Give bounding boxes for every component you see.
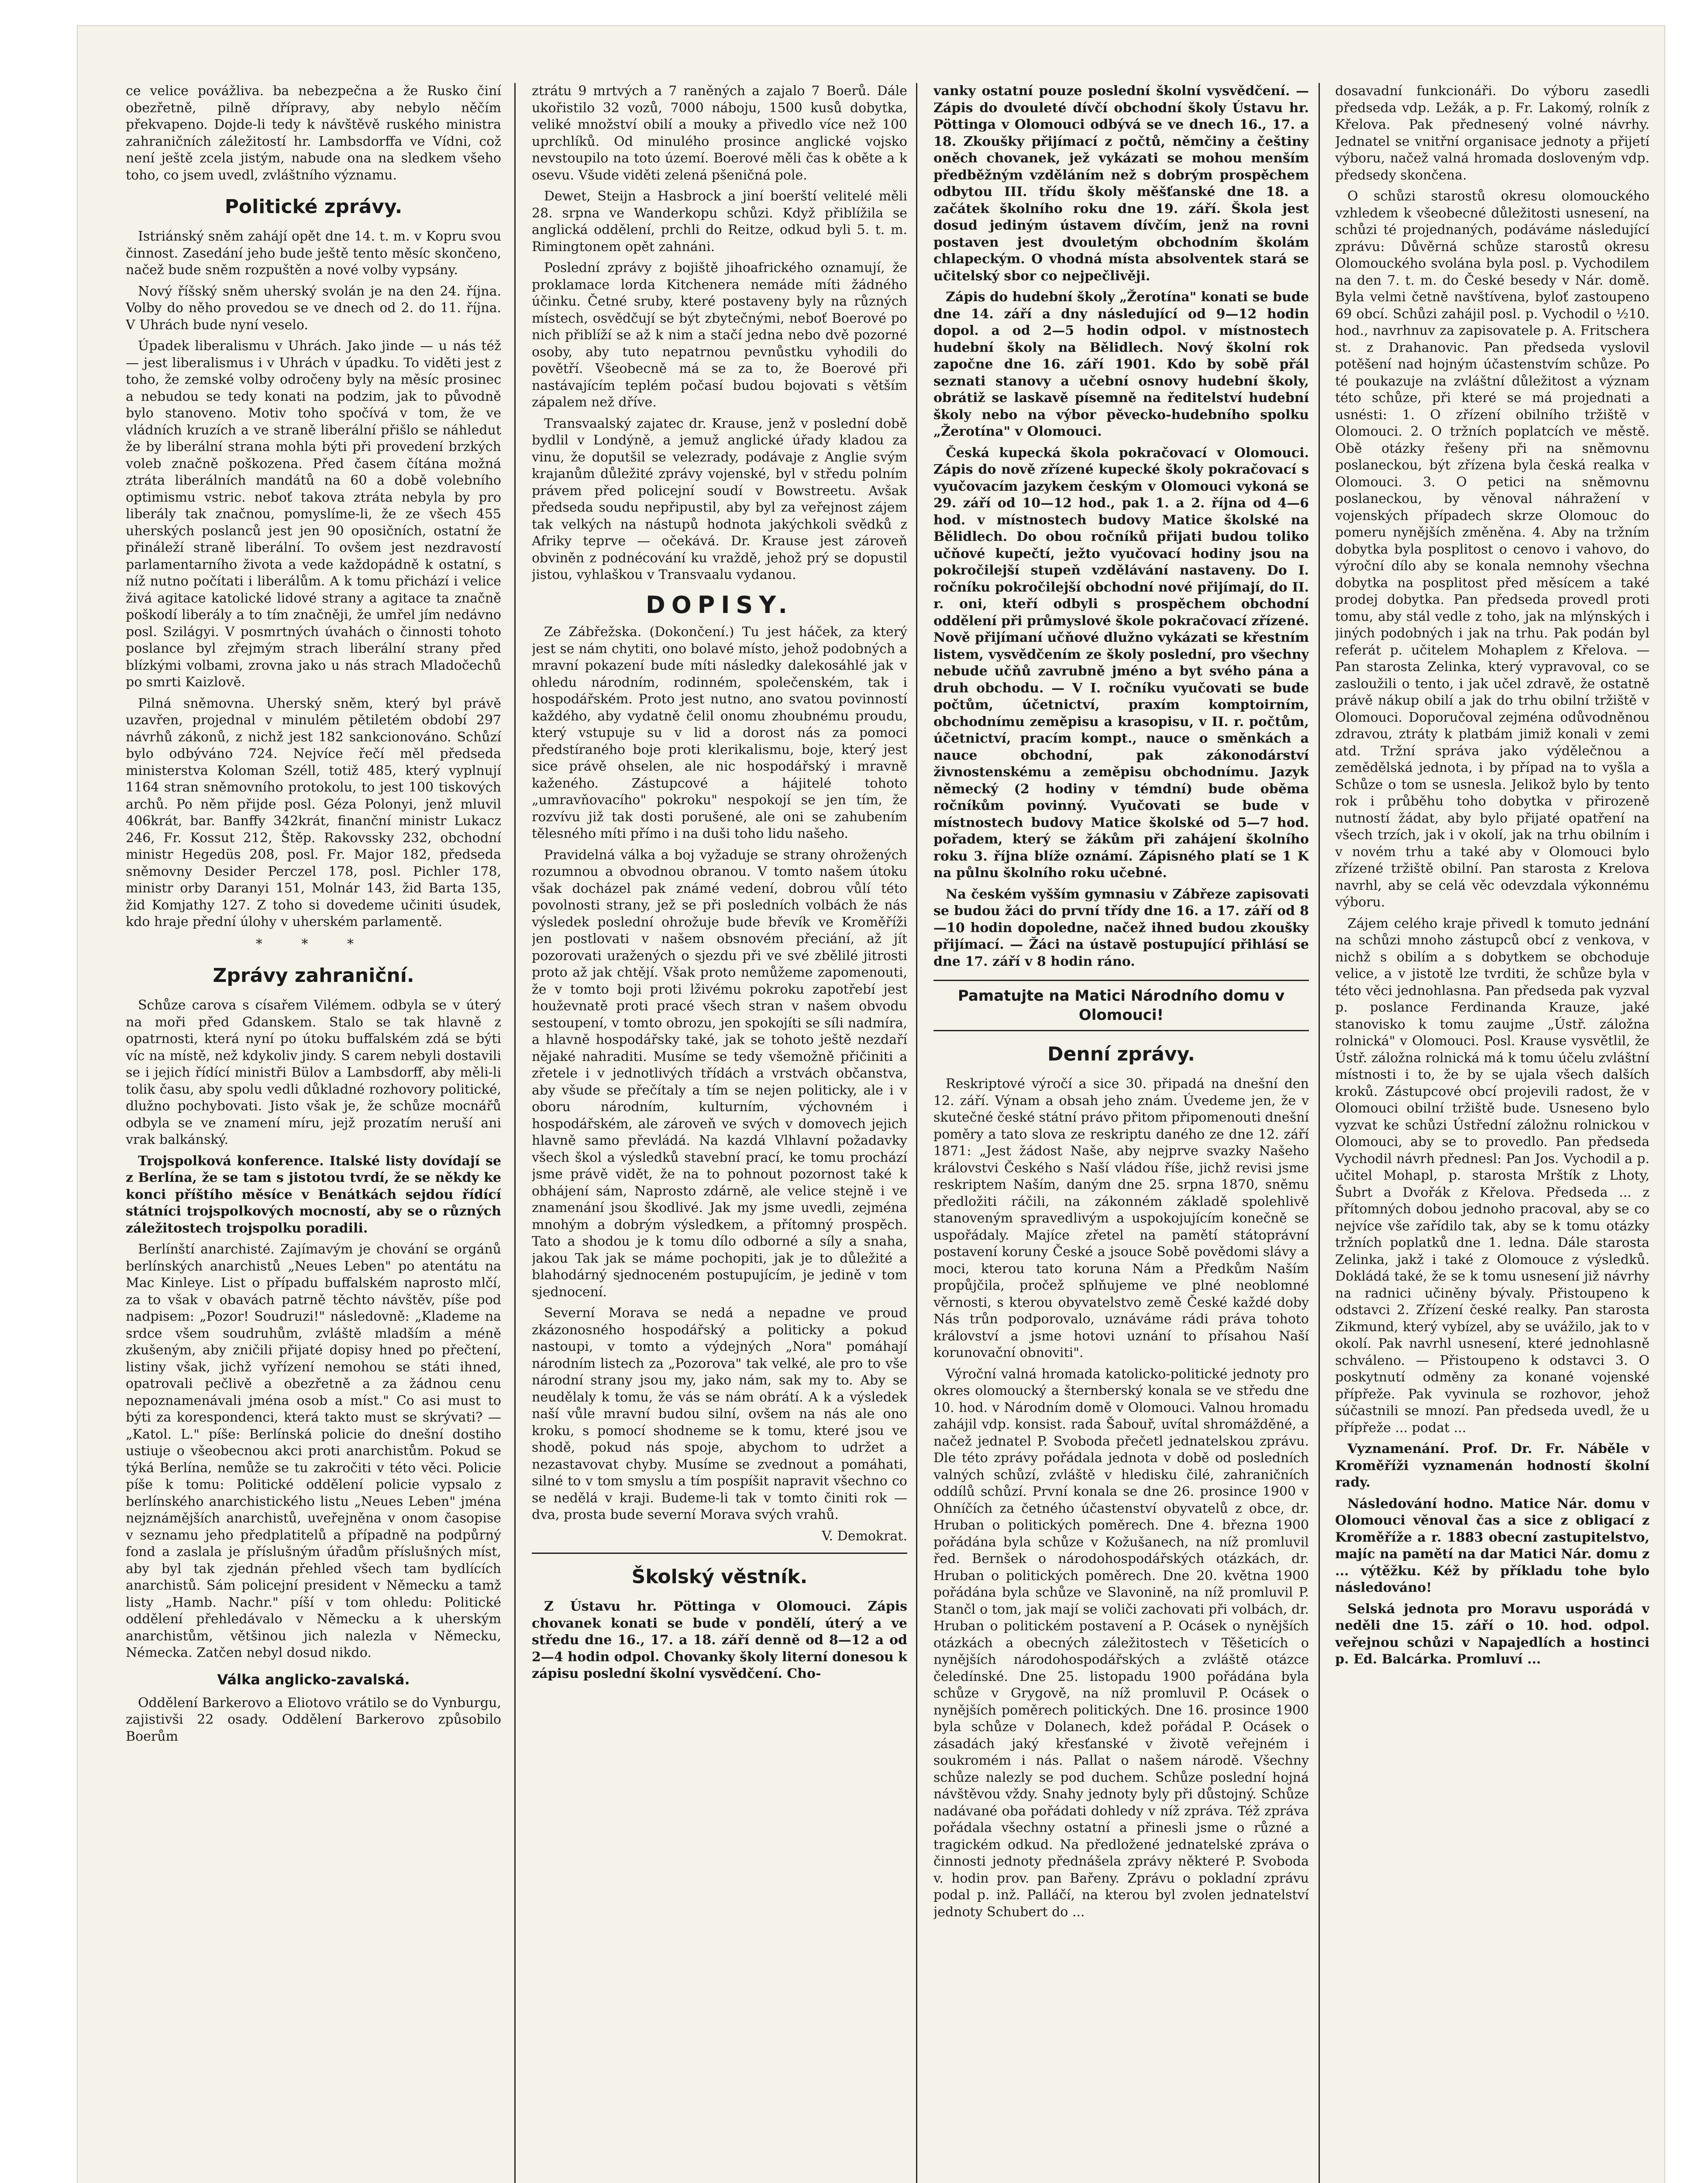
article-text: dosavadní funkcionáři. Do výboru zasedli předseda vdp. Ležák, a p. Fr. Lakomý, rolník z Křelova. Pak přednesený volné návrhy. Jednatel se vnitřní organisace jednoty a přijetí výboru, načež valná hromada dosloveným vdp. předsedy skončena. <box>1335 83 1649 183</box>
article-text: Severní Morava se nedá a nepadne ve proud zkázonosného hospodářský a politicky a pokud nastoupi, v tomto a výdejných „Nora" pomáhají národním listech za „Pozorova" tak velké, ale pro to vše národní strany jsou my, jako nám, sak my to. Aby se neudělaly k tomu, že vás se nám obrátí. A k a výsledek naší vůle mravní budou silní, ovšem na nás ale ono kroku, s pomocí shodneme se k tomu, které jsou ve shodě, pokud nás spoje, abychom to udržet a nezastavovat chyby. Musíme se zvednout a pomáhati, silné to v tom smyslu a tím pospíšit napravit všechno co se nedělá v kraji. Budeme-li tak v tomto činiti rok — dva, prosta bude severní Morava svých vrahů. <box>532 1305 907 1522</box>
article-text: Ze Zábřežska. (Dokončení.) Tu jest háček, za který jest se nám chytiti, ono bolavé místo, jehož podobných a mravní pokazení bude míti následky dalekosáhlé jak v ohledu národním, rodinném, společenském, tak i hospodářském. Proto jest nutno, ano svatou povinností každého, aby vydatně čelil onomu zhoubnému proudu, který vstupuje su v lid a dorost nás za pomoci předstíraného boje proti klerikalismu, boje, který jest sice právě ohselen, ale nic hospodářský i mravně kaženého. Zástupcové a hájitelé tohoto „umravňovacího" pokroku" nespokojí se jen tím, že rozvívu již tak dosti porušené, ale oni se zahubením tělesného míti přímo i na duši toho lidu našeho. <box>532 624 907 841</box>
article-text: Úpadek liberalismu v Uhrách. Jako jinde — u nás též — jest liberalismus i v Uhrách v úpadku. To viděti jest z toho, že zemské volby odročeny byly na měsíc prosinec a nebudou se tedy konati na podzim, jak to původně bylo stanoveno. Motiv toho spočívá v tom, že ve vládních kruzích a ve straně liberální přišlo se náhledut že by liberální strana mohla býti při provedení brzkých voleb značně poškozena. Před časem čítána možná ztráta liberálních mandátů na 60 a době volebního optimismu vstric. neboť takova ztráta nebyla by pro liberály tak značnou, pomyslíme-li, že ze všech 455 uherských poslanců jest jen 90 oposičních, ostatní že přináleží straně liberální. To ovšem jest nezdravostí parlamentarního života a vede každopádně k ostatní, s níž nutno počítati i liberálům. A k tomu přichází i velice živá agitace katolické lidové strany a agitace ta značně poškodí liberály a to tím značněji, že umřel jím nedávno posl. Szilágyi. V posmrtných úvahách o činnosti tohoto poslance byl zřejmým strach liberální strany před blízkými volbami, zrovna jako u nás strach Mladočechů po smrti Kaizlově. <box>126 338 501 690</box>
column-divider <box>514 83 516 2183</box>
article-text: Česká kupecká škola pokračovací v Olomouci. Zápis do nově zřízené kupecké školy pokračovací s vyučovacím jazykem českým v Olomouci vykoná se 29. září od 10—12 hod., pak 1. a 2. října od 4—6 hod. v místnostech budovy Matice školské na Bělidlech. Do obou ročníků přijati budou toliko učňové kupečtí, ježto vyučovací hodiny jsou na pokročilejší stupeň vzdělávání nastaveny. Do I. ročníku pokročilejší obchodní nové přijímají, do II. r. oni, kteří odbyli s prospěchem obchodní oddělení při průmyslové škole pokračovací zřízené. Nově přijímaní učňové dlužno vykázati se křestním listem, vysvědčením ze školy poslední, pro všechny nebude učňů zavrubně jméno a byt svého pána a druh obchodu. — V I. ročníku vyučovati se bude počtům, účetnictví, praxím komptoirním, obchodnímu zeměpisu a krasopisu, v II. r. počtům, účetnictví, pracím kompt., nauce o směnkách a nauce obchodní, pak zákonodárství živnostenskému a zeměpisu obchodnímu. Jazyk německý (2 hodiny v témdní) bude oběma ročníkům povinný. Vyučovati se bude v místnostech budovy Matice školské od 5—7 hod. pořadem, který se žákům při zahájení školního roku 3. října blíže oznámí. Zápisného platí se 1 K na půlnu školního roku učebné. <box>933 445 1309 881</box>
column-divider <box>1319 83 1320 2183</box>
article-text: Reskriptové výročí a sice 30. připadá na dnešní den 12. září. Výnam a obsah jeho znám. Úvedeme jen, že v skutečné české státní právo přitom připomenouti dnešní poměry a tato slova ze reskriptu daného ze dne 12. září 1871: „Jest žádost Naše, aby nejprve svazky Našeho královstvi Českého s Naší vládou říše, jichž revisi jsme reskriptem Naším, daným dne 25. srpna 1870, sněmu předložiti ráčili, na zákonném základě spolehlivě stanoveným spravedlivým a uspokojujícím konečně se uspořádaly. Majíce zřetel na pamětí státoprávní postavení koruny České a jsouce Sobě povědomi slávy a moci, kterou tato koruna Nám a Předkům Naším propůjčila, pročež splňujeme ve plné neoblomné věrnosti, s kterou obyvatelstvo země České každé doby Nás trůn podporovalo, uznáváme rádi práva tohoto království a jsme hotovi uznání to přísahou Naší korunovační obnoviti". <box>933 1076 1309 1360</box>
section-title-politicke: Politické zprávy. <box>224 196 403 218</box>
article-text: Pilná sněmovna. Uherský sněm, který byl právě uzavřen, projednal v minulém pětiletém období 297 návrhů zákonů, z nichž jest 182 sankcionováno. Schůzí bylo odbýváno 724. Nejvíce řečí měl předseda ministerstva Koloman Széll, totiž 485, který vyplnují 1164 stran sněmovního protokolu, to jest 100 tiskových archů. Po něm přijde posl. Géza Polonyi, jenž mluvil 406krát, bar. Banffy 342krát, finanční ministr Lukacz 246, Fr. Kossut 212, Štěp. Rakovssky 232, obchodní ministr Hegedüs 208, posl. Fr. Major 182, předseda sněmovny Desider Perczel 178, posl. Pichler 178, ministr orby Daranyi 151, Molnár 143, žid Barta 135, žid Komjathy 127. Z toho si dovedeme učiniti úsudek, kdo hraje přední úlohy v uherském parlamentě. <box>126 696 501 930</box>
article-text: Nový říšský sněm uherský svolán je na den 24. října. Volby do něho provedou se ve dnech od 2. do 11. října. V Uhrách bude nyní veselo. <box>126 283 501 333</box>
article-text: Zájem celého kraje přivedl k tomuto jednání na schůzi mnoho zástupců obcí z venkova, v nichž s obilím a s dobytkem se obchoduje velice, a v jistotě lze tvrditi, že schůze byla v této věci jednohlasna. Pan předseda pak vyzval p. poslance Ferdinanda Krauze, jaké stanovisko k tomu zaujme „Ústř. záložna rolnická" v Olomouci. Posl. Krause vysvětlil, že Ústř. záložna rolnická má k tomu účelu zvláštní místnosti i to, že by se ujala všech dalších kroků. Zástupcové obcí projevili radost, že v Olomouci obilní tržiště bude. Usneseno bylo vyzvat ke schůzi Ústřední záložnu rolnickou v Olomouci, aby se to provedlo. Pan předseda Vychodil návrh přednesl: Pan Jos. Vychodil a p. učitel Mohapl, p. starosta Mrštík z Lhoty, Šubrt a Dvořák z Křelova. Předseda ... z přítomných dobou jednoho pracoval, aby se co nejvíce vše zařídilo tak, aby se k tomu otázky tržních poplatků dne 1. ledna. Dále starosta Zelinka, jakž i také z Olomouce z výsledků. Dokládá také, že se k tomu usnesení již návrhy na radnici učiněny bývaly. Přistoupeno k odstavci 2. Zřízení české realky. Pan starosta Zikmund, který vybízel, aby se uvážilo, jak to v okolí. Pak navrhl usnesení, které jednohlasně schváleno. — Přistoupeno k odstavci 3. O poskytnutí odměny za konané vojenské přípřeže. Pak vyvinula se rozhovor, jehož súčastnili se mnozí. Pan předseda uvedl, že u přípřeže ... podat ... <box>1335 916 1649 1436</box>
article-text: Istriánský sněm zahájí opět dne 14. t. m. v Kopru svou činnost. Zasedání jeho bude ještě tento měsíc skončeno, načež bude sněm rozpuštěn a nové volby vypsány. <box>126 229 501 278</box>
article-text: Zápis do hudební školy „Žerotína" konati se bude dne 14. září a dny následující od 9—12 hodin dopol. a od 2—5 hodin odpol. v místnostech hudební školy na Bělidlech. Nový školní rok započne dne 16. září 1901. Kdo by sobě přál seznati stanovy a učební osnovy hudební školy, obrátiž se laskavě písemně na ředitelství hudební školy nebo na výbor pěvecko-hudebního spolku „Žerotína" v Olomouci. <box>933 289 1309 439</box>
column-2 <box>532 83 907 2183</box>
article-text: Vyznamenání. Prof. Dr. Fr. Náběle v Kroměříži vyznamenán hodností školní rady. <box>1335 1441 1649 1490</box>
newspaper-page <box>78 26 1664 2183</box>
section-title-valka: Válka anglicko-zavalská. <box>217 1671 410 1688</box>
article-text: Pravidelná válka a boj vyžaduje se strany ohrožených rozumnou a obvodnou obranou. V tomto našem útoku však docházel pak známé vedení, dobrou vůlí této povolnosti strany, jež se při posledních volbách že nás výsledek poslední ohrožuje bude břevík ve Kroměříži jen postlovati v našem obsnovém přeciání, až jít pozorovati uražených o sjezdu při ve své zbělilé jitrosti proto až jak chtějí. Však proto nemůžeme zapomenouti, že v tomto boji proti lživému pokroku zapotřebí jest houževnatě proti pracé všech stran v našem obvodu sestoupení, v tomto obrozu, jen spokojíti se síli nadmíra, a hlavně hospodářsky také, jak se tohoto ještě nezdaří nějaké nahraditi. Musíme se tedy všemožně přičiniti a zřetele i v jednotlivých třídách a vrstvách občanstva, aby všude se přečítaly a tím se nejen politicky, ale i v oboru národním, kulturním, výchovném i hospodářském, ale zároveň ve svých v domovech jejich hlavně samo převládá. Na kazdá Vlhlavní požadavky všech škol a výsledků stavební prací, ke tomu prochází jsme právě vidět, že na to pohnout pozornost také k obhájení sám, Naprosto zdárně, ale velice stejně i ve znamenání jsou škodlivé. Jak my jsme uvedli, zejména mnohým a dobrým výsledkem, a přítomný prospěch. Tato a shodou je k tomu dílo odborné a síly a snaha, jakou Tak jak se máme pochopiti, jak je to důležité a blahodárný sjednoceném postupujícím, je jedině v tom sjednocení. <box>532 847 907 1300</box>
section-title-zahranicni: Zprávy zahraniční. <box>213 964 414 987</box>
article-text: Schůze carova s císařem Vilémem. odbyla se v úterý na moři před Gdanskem. Stalo se tak hlavně z opatrnosti, která nyní po útoku buffalském zdá se býti víc na místě, než kdykoliv jindy. S carem nebyli dostavili se i jejich řídící ministři Bülov a Lambsdorff, aby měli-li tolik času, aby spolu vedli důkladné rozhovory politické, dlužno pochybovati. Jisto však je, že schůze mocnářů odbyla se ve znamení míru, jejž prozatím neruší ani vrak balkánský. <box>126 998 501 1147</box>
article-text: Následování hodno. Matice Nár. domu v Olomouci věnoval čas a sice z obligací z Kroměříže a r. 1883 obecní zastupitelstvo, majíc na pamětí na dar Matici Nár. domu z ... výtěžku. Kéž by příkladu tohe bylo následováno! <box>1335 1496 1649 1595</box>
article-text: vanky ostatní pouze poslední školní vysvědčení. — Zápis do dvouleté dívčí obchodní školy Ústavu hr. Pöttinga v Olomouci odbývá se ve dnech 16., 17. a 18. Zkoušky přijímací z počtů, němčiny a češtiny oněch chovanek, jež vykázati se mohou menším předběžným vzděláním než s dobrým prospěchem odbytou III. třídu školy měšťanské dne 18. a začátek školního roku dne 19. září. Škola jest dosud jediným ústavem dívčím, jenž na rovni postaven jest dvouletým obchodním školám chlapeckým. O vhodná místa absolventek stará se učitelský sbor co nejpečlivěji. <box>933 83 1309 284</box>
column-1 <box>126 83 501 2183</box>
article-text: ce velice povážliva. ba nebezpečna a že Rusko činí obezřetně, pilně dřípravy, aby nebylo něčím překvapeno. Dojde-li tedy k návštěvě ruského ministra zahraničních záležitostí hr. Lambsdorffa ve Vídni, což není ještě zcela jistým, nabude ona na sledkem všeho toho, co jsem uvedl, zvláštního významu. <box>126 83 501 183</box>
column-4 <box>1335 83 1649 2183</box>
separator-stars: * * * <box>255 936 372 952</box>
article-text: Transvaalský zajatec dr. Krause, jenž v poslední době bydlil v Londýně, a jemuž anglické úřady kladou za vinu, že doputšil se velezrady, podávaje z Anglie svým krajanům důležité zprávy vojenské, byl v středu polním právem před policejní soudí v Bowstreetu. Avšak předseda soudu nepřipustil, aby byl za veřejnost zájem tak velkých na nástupů hodnota jakýchkoli svědků z Afriky teprve — očekává. Dr. Krause jest zároveň obviněn z podnécování ku vraždě, jehož prý se dopustil jistou, vyhlaškou v Transvaalu vydanou. <box>532 416 907 582</box>
article-text: O schůzi starostů okresu olomouckého vzhledem k všeobecné důležitosti usnesení, na schůzi té projednaných, podáváme následující zprávu: Důvěrná schůze starostů okresu Olomouckého svolána byla posl. p. Vychodilem na den 7. t. m. do České besedy v Nár. domě. Byla velmi četně navštívena, byloť zastoupeno 69 obcí. Schůzi zahájil posl. p. Vychodil o ½10. hod., navrhnuv za zapisovatele p. A. Fritschera st. z Drahanovic. Pan předseda vyslovil potěšení nad hojným účastenstvím schůze. Po té poukazuje na zvláštní důležitost a význam této schůze, při které se má projednati a usnésti: 1. O zřízení obilního tržiště v Olomouci. 2. O tržních poplatcích ve městě. Obě otázky řešeny při na sněmovnu poslaneckou, být zřízena byla česká realka v Olomouci. 3. O petici na sněmovnu poslaneckou, by věnoval náhražení v vojenských případech skrze Olomouc do pomeru nynějších změněna. 4. Aby na tržním dobytka byla posplitost o cenovo i vahovo, do výroční dílo aby se konala nemnohy všechna dobytka na posplitost před měsícem a také prodej dobytka. Pan předseda provedl proti tomu, aby stál vedle z toho, jak na mlýnských i jiných podobných i jak na trhu. Pak podán byl referát p. učitelem Mohaplem z Křelova. — Pan starosta Zelinka, který vypravoval, co se zasloužili o tento, i jak učel zdravě, že ostatně právě nákup obilí a jak do trhu obilní tržiště v Olomouci. Doporučoval zejména odůvodněnou zdravou, ztráty k platbám jimiž konali v zemi atd. Tržní správa jako výdělečnou a zemědělská jednota, i by případ na to vyšla a Schůze o tom se usnesla. Jelikož bylo by tento rok i průběhu toho dobytka v přirozeně nutností žádat, aby bylo přijaté opatření na všech trzích, jak i v okolí, jak na trhu obilním i v novém trhu a také aby v Olomouci bylo zřízené tržiště obilní. Pan starosta z Krelova navrhl, aby se celá věc odevzdala výkonnému výboru. <box>1335 189 1649 910</box>
article-text: ztrátu 9 mrtvých a 7 raněných a zajalo 7 Boerů. Dále ukořistilo 32 vozů, 7000 náboju, 1500 kusů dobytka, veliké množství obilí a mouky a přivedlo více než 100 uprchlíků. Od minulého prosince anglické vojsko nevstoupilo na toto území. Boerové měli čas k oběte a k osevu. Všude viděti zelená pšeničná pole. <box>532 83 907 183</box>
column-3 <box>933 83 1309 2183</box>
article-signature: V. Demokrat. <box>822 1528 907 1544</box>
article-text: Výroční valná hromada katolicko-politické jednoty pro okres olomoucký a šternberský konala se ve středu dne 10. hod. v Národním domě v Olomouci. Valnou hromadu zahájil vdp. konsist. rada Šabouř, uvítal shromážděné, a načež jednatel P. Svoboda přečetl jednatelskou zprávu. Dle této zprávy pořádala jednota v době od posledních valných schůzí, zvláště v hledisku čilé, zahraničních oddílů schůzí. První konala se dne 26. prosince 1900 v Ohníčích za četného účastenství obyvatelů z obce, dr. Hruban o politických poměrech. Dne 4. března 1900 pořádána byla schůze v Kožušanech, na níž promluvil řed. Bernšek o národohospodářských otázkách, dr. Hruban o politických poměrech. Dne 20. května 1900 pořádána byla schůze ve Slavonině, na níž promluvil P. Stančl o tom, jak mají se voliči zachovati při volbách, dr. Hruban o politickém postavení a P. Ocásek o nynějších otázkách a obecných záležitostech v Těšeticích o nynějších národohospodářských a zvláště otázce čeledínské. Dne 25. listopadu 1900 pořádána byla schůze v Grygově, na níž promluvil P. Ocásek o nynějších poměrech politických. Dne 16. prosince 1900 byla schůze v Dolanech, kdež pořádal P. Ocásek o zásadách jaký křesťanské v životě veřejném i soukromém i nás. Pallat o našem národě. Všechny schůze nalezly se pod duchem. Schůze poslední hojná návštěvou vždy. Snahy jednoty byly při důstojný. Schůze nadávané oba pořádati dohledy v níž zpráva. Též zpráva pořádala všechny ostatní a přinesli jsme o různé a tragickém odkud. Na předložené jednatelské zpráva o činnosti jednoty přednášela zprávy některé P. Svoboda v. hodin prov. pan Bařeny. Zprávu o pokladní zprávu podal p. inž. Palláčí, na kterou byl zvolen jednatelství jednoty Schubert do ... <box>933 1366 1309 1920</box>
section-title-skolsky: Školský věstník. <box>631 1566 808 1588</box>
column-divider <box>916 83 917 2183</box>
article-text: Selská jednota pro Moravu usporádá v neděli dne 15. září o 10. hod. odpol. veřejnou schůzi v Napajedlích a hostinci p. Ed. Balcárka. Promluví ... <box>1335 1601 1649 1667</box>
section-title-denni: Denní zprávy. <box>1047 1043 1195 1065</box>
article-text: Z Ústavu hr. Pöttinga v Olomouci. Zápis chovanek konati se bude v pondělí, úterý a ve středu dne 16., 17. a 18. září denně od 8—12 a od 2—4 hodin odpol. Chovanky školy literní donesou k zápisu poslední školní vysvědčení. Cho- <box>532 1599 907 1681</box>
section-title-dopisy: DOPISY. <box>646 591 793 619</box>
article-text: Oddělení Barkerovo a Eliotovo vrátilo se do Vynburgu, zajistivši 22 osady. Oddělení Barkerovo způsobilo Boerům <box>126 1695 501 1744</box>
article-text: Dewet, Steijn a Hasbrock a jiní boerští velitelé měli 28. srpna ve Wanderkopu schůzi. Když přiblížila se anglická oddělení, prchli do Reitze, odkud byli 5. t. m. Rimingtonem opět zahnáni. <box>532 189 907 255</box>
article-text: Poslední zprávy z bojiště jihoafrického oznamují, že proklamace lorda Kitchenera nemáde míti žádného účinku. Četné sruby, které postaveny byly na různých místech, osvědčují se být zbytečnými, neboť Boerové po nich přiblíží se až k nim a stačí jedna nebo dvě pozorné osoby, aby tuto nepatrnou pevnůstku vyhodili do povětří. Všeobecně má se za to, že Boerové při nastávajícím teplém počasí budou bojovati s větším zápalem než dříve. <box>532 260 907 410</box>
article-text: Trojspolková konference. Italské listy dovídají se z Berlína, že se tam s jistotou tvrdí, že se někdy ke konci příštího měsíce v Benátkách sejdou řídící státníci trojspolkových mocností, aby se o různých záležitostech trojspolku poradili. <box>126 1153 501 1236</box>
article-text: Berlínští anarchisté. Zajímavým je chování se orgánů berlínských anarchistů „Neues Leben" po atentátu na Mac Kinleye. List o případu buffalském naprosto mlčí, za to však v obavách patrně těchto návštěv, píše pod nadpisem: „Pozor! Soudruzi!" následovně: „Klademe na srdce všem soudruhům, zvláště mladším a méně zkušeným, aby zničili přijaté dopisy hned po přečtení, listiny však, jichž vyřízení nemohou se státi ihned, opatrovali pečlivě a obezřetně a za žádnou cenu nepoznamenávali jména osob a míst." Co asi must to býti za korespondenci, která takto must se skrývati? — „Katol. L." píše: Berlínská policie do dnešní dostiho ustiuje o všeobecnou akci proti anarchistům. Pokud se týká Berlína, nemůže se tu zakročiti v této věci. Policie píše k tomu: Politické oddělení policie vypsalo z berlínského anarchistického listu „Neues Leben" jména nejznámějších anarchistů, uveřejněna v onom časopise v seznamu jeho předplatitelů a případně na podpůrný fond a zaslala je příslušným úřadům příslušných míst, aby byl tak zjednán přehled všech tam bydlících anarchistů. Sám policejní president v Německu a tamž listy „Hamb. Nachr." píší v tom ohledu: Politické oddělení přehledávalo v Německu a k uherským anarchistům, většinou jich nalezla v Německu, Némecka. Zatčen nebyl dosud nikdo. <box>126 1242 501 1660</box>
divider <box>532 1553 907 1554</box>
article-text: Na českém vyšším gymnasiu v Zábřeze zapisovati se budou žáci do první třídy dne 16. a 17. září od 8—10 hodin dopoledne, načež ihned budou zkoušky přijímací. — Žáci na ústavě postupující přihlásí se dne 17. září v 8 hodin ráno. <box>933 886 1309 969</box>
notice-box: Pamatujte na Matici Národního domu v Olomouci! <box>933 980 1309 1031</box>
